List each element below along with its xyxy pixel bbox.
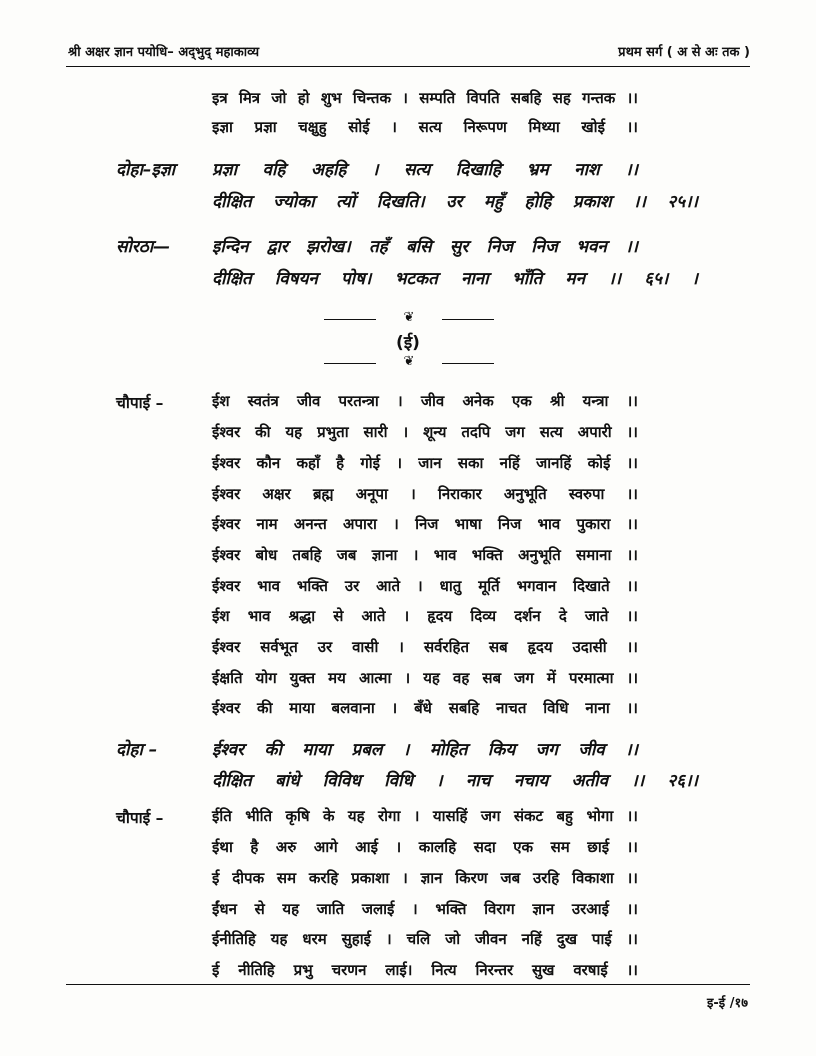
- verse-text: ईश्वर की माया प्रबल । मोहित किय जग जीव ।।: [212, 740, 638, 760]
- verse-line: [0, 453, 816, 479]
- verse-text: ईनीतिहि यह धरम सुहाई । चलि जो जीवन नहिं दुख पाई ।।: [212, 930, 638, 948]
- verse-text: इन्दिन द्वार झरोख। तहँ बसि सुर निज निज भवन ।।: [212, 237, 638, 257]
- verse-line: [0, 157, 816, 183]
- header-rule: [66, 66, 750, 67]
- verse-text: ईश्वर बोध तबहि जब ज्ञाना । भाव भक्ति अनुभूति समाना ।।: [212, 546, 638, 564]
- verse-line: [0, 960, 816, 986]
- section-title: (ई): [396, 333, 420, 353]
- verse-text: दीक्षित बांधे विविध विधि । नाच नचाय अतीव ।। २६।।: [212, 771, 698, 791]
- verse-text: ईश्वर की माया बलवाना । बँधे सबहि नाचत विधि नाना ।।: [212, 699, 638, 717]
- verse-meter-label: सोरठा—: [116, 237, 171, 257]
- verse-text: ई दीपक सम करहि प्रकाशा । ज्ञान किरण जब उरहि विकाशा ।।: [212, 869, 638, 887]
- verse-text: ईंधन से यह जाति जलाई । भक्ति विराग ज्ञान उरआई ।।: [212, 900, 638, 918]
- verse-text: प्रज्ञा वहि अहहि । सत्य दिखाहि भ्रम नाश ।।: [212, 160, 638, 180]
- verse-line: [0, 768, 816, 794]
- verse-meter-label: चौपाई –: [116, 809, 164, 827]
- verse-text: ईथा है अरु आगे आई । कालहि सदा एक सम छाई ।।: [212, 838, 638, 856]
- verse-text: ईश्वर अक्षर ब्रह्म अनूपा । निराकार अनुभूति स्वरुपा ।।: [212, 485, 638, 503]
- verse-text: ईश्वर नाम अनन्त अपारा । निज भाषा निज भाव पुकारा ।।: [212, 515, 638, 533]
- verse-line: [0, 737, 816, 763]
- ornament-divider-top: [324, 310, 494, 330]
- verse-line: [0, 637, 816, 663]
- verse-text: दीक्षित विषयन पोष। भटकत नाना भाँति मन ।। ६५। ।: [212, 269, 698, 289]
- header-book-title: श्री अक्षर ज्ञान पयोधि– अद्‌भुद् महाकाव्य: [68, 45, 260, 60]
- verse-meter-label: दोहा–इज्ञा: [116, 160, 176, 180]
- verse-meter-label: दोहा –: [116, 740, 158, 760]
- verse-line: [0, 545, 816, 571]
- verse-text: ईति भीति कृषि के यह रोगा । यासहिं जग संकट बहु भोगा ।।: [212, 807, 638, 825]
- verse-line: [0, 929, 816, 955]
- page-number: इ-ई /१७: [707, 996, 748, 1011]
- verse-line: [0, 668, 816, 694]
- verse-text: ईश्वर कौन कहाँ है गोई । जान सका नहिं जानहिं कोई ।।: [212, 454, 638, 472]
- verse-text: ईश्वर की यह प्रभुता सारी । शून्य तदपि जग सत्य अपारी ।।: [212, 423, 638, 441]
- verse-line: [0, 266, 816, 292]
- verse-text: ईश स्वतंत्र जीव परतन्त्रा । जीव अनेक एक श्री यन्त्रा ।।: [212, 392, 638, 410]
- verse-text: ईश भाव श्रद्धा से आते । हृदय दिव्य दर्शन दे जाते ।।: [212, 607, 638, 625]
- verse-line: [0, 806, 816, 832]
- ornament-glyph: ❦: [403, 354, 415, 369]
- verse-line: [0, 234, 816, 260]
- verse-text: ई नीतिहि प्रभु चरणन लाई। नित्य निरन्तर सुख वरषाई ।।: [212, 961, 638, 979]
- verse-text: दीक्षित ज्योका त्यों दिखति। उर महुँ होहि प्रकाश ।। २५।।: [212, 192, 698, 212]
- ornament-divider-bottom: [324, 354, 494, 374]
- verse-line: [0, 868, 816, 894]
- verse-text: इत्र मित्र जो हो शुभ चिन्तक । सम्पति विपति सबहि सह गन्तक ।।: [212, 89, 638, 107]
- verse-text: ईश्वर सर्वभूत उर वासी । सर्वरहित सब हृदय उदासी ।।: [212, 638, 638, 656]
- verse-text: इज्ञा प्रज्ञा चक्षुहु सोई । सत्य निरूपण मिथ्या खोई ।।: [212, 118, 638, 136]
- verse-line: [0, 88, 816, 114]
- verse-line: [0, 576, 816, 602]
- verse-meter-label: चौपाई –: [116, 394, 164, 412]
- verse-line: [0, 837, 816, 863]
- verse-line: [0, 484, 816, 510]
- verse-line: [0, 391, 816, 417]
- verse-line: [0, 899, 816, 925]
- header-chapter: प्रथम सर्ग ( अ से अः तक ): [618, 45, 750, 60]
- footer-rule: [66, 984, 750, 985]
- verse-text: ईश्वर भाव भक्ति उर आते । धातु मूर्ति भगवान दिखाते ।।: [212, 577, 638, 595]
- verse-line: [0, 606, 816, 632]
- verse-line: [0, 189, 816, 215]
- page-header: [68, 42, 750, 64]
- verse-line: [0, 117, 816, 143]
- verse-line: [0, 698, 816, 724]
- verse-line: [0, 422, 816, 448]
- ornament-glyph: ❦: [403, 310, 415, 325]
- verse-line: [0, 514, 816, 540]
- verse-text: ईक्षति योग युक्त मय आत्मा । यह वह सब जग में परमात्मा ।।: [212, 669, 638, 687]
